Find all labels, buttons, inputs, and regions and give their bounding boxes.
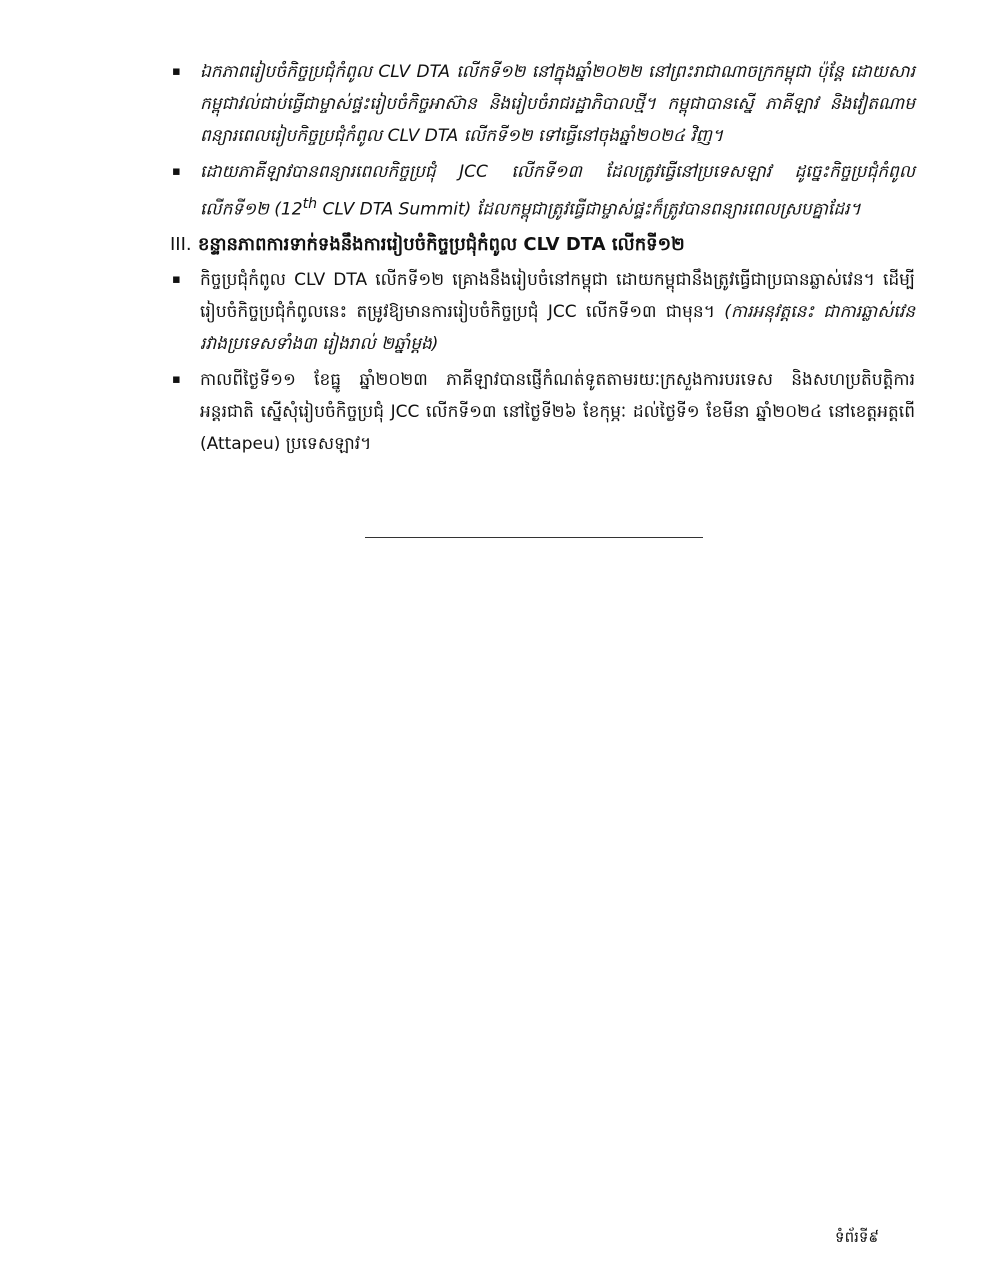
section-heading [170, 230, 915, 260]
bullet-item [170, 364, 915, 460]
end-separator-line [365, 537, 703, 538]
bullet-marker: ▪ [172, 64, 181, 79]
bullet-item [170, 156, 915, 226]
bullet-item [170, 264, 915, 360]
bullet-marker: ▪ [172, 271, 181, 287]
ordinal-superscript: th [302, 196, 318, 212]
section-numeral: III. [170, 233, 192, 255]
bullet-text: ឯកភាពរៀបចំកិច្ចប្រជុំកំពូល CLV DTA លើកទី១២ នៅក្នុងឆ្នាំ២០២២ នៅព្រះរាជាណាចក្រកម្ពុជា ប៉ុន្តែ ដោយសារកម្ពុជាវល់ជាប់ធ្វើជាម្ចាស់ផ្ទះរៀបចំកិច្ចអាស៊ាន និងរៀបចំរាជរដ្ឋាភិបាលថ្មី។ កម្ពុជាបានស្នើ ភាគីឡាវ និងវៀតណាមពន្យារពេលរៀបកិច្ចប្រជុំកំពូល CLV DTA លើកទី១២ ទៅធ្វើនៅចុងឆ្នាំ២០២៤ វិញ។ [200, 62, 915, 146]
bullet-text: កាលពីថ្ងៃទី១១ ខែធ្នូ ឆ្នាំ២០២៣ ភាគីឡាវបានផ្ញើកំណត់ទូតតាមរយៈក្រសួងការបរទេស និងសហប្រតិបត្តិការអន្តរជាតិ ស្នើសុំរៀបចំកិច្ចប្រជុំ JCC លើកទី១៣ នៅថ្ងៃទី២៦ ខែកុម្ភៈ ដល់ថ្ងៃទី១ ខែមីនា ឆ្នាំ២០២៤ នៅខេត្តអត្តពើ (Attapeu) ប្រទេសឡាវ។ [200, 369, 915, 454]
page-number: ទំព័រទី៩ [835, 1228, 879, 1246]
bullet-marker: ▪ [172, 164, 181, 179]
bullet-text: កិច្ចប្រជុំកំពូល CLV DTA លើកទី១២ គ្រោងនឹងរៀបចំនៅកម្ពុជា ដោយកម្ពុជានឹងត្រូវធ្វើជាប្រធានឆ្លាស់វេន។ ដើម្បីរៀបចំកិច្ចប្រជុំកំពូលនេះ តម្រូវឱ្យមានការរៀបចំកិច្ចប្រជុំ JCC លើកទី១៣ ជាមុន។ [200, 269, 915, 322]
page-content [170, 56, 915, 464]
bullet-text-end: CLV DTA Summit) ដែលកម្ពុជាត្រូវធ្វើជាម្ចាស់ផ្ទះក៏ត្រូវបានពន្យារពេលស្របគ្នាដែរ។ [317, 199, 861, 220]
bullet-marker: ▪ [172, 371, 181, 387]
bullet-text-start: ដោយភាគីឡាវបានពន្យារពេលកិច្ចប្រជុំ JCC លើកទី១៣ ដែលត្រូវធ្វើនៅប្រទេសឡាវ ដូច្នេះកិច្ចប្រជុំកំពូល លើកទី១២ (12 [200, 162, 915, 220]
section-title: ខន្ទានភាពការទាក់ទងនឹងការរៀបចំកិច្ចប្រជុំកំពូល CLV DTA លើកទី១២ [197, 233, 685, 255]
bullet-item [170, 56, 915, 152]
bullet-note: (ការអនុវត្តនេះ ជាការឆ្លាស់វេនរវាងប្រទេសទាំង៣ រៀងរាល់ ២ឆ្នាំម្តង) [200, 301, 915, 354]
